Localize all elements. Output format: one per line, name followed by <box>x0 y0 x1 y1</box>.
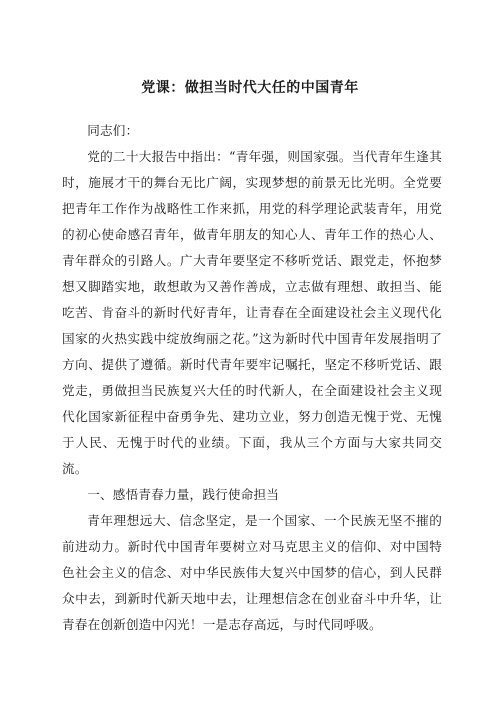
body-paragraph: 党的二十大报告中指出：“青年强，则国家强。当代青年生逢其时，施展才干的舞台无比广阔，实现梦想的前景无比光明。全党要把青年工作作为战略性工作来抓，用党的科学理论武装青年，用党的初心使命感召青年，做青年朋友的知心人、青年工作的热心人、青年群众的引路人。广大青年要坚定不移听党话、跟党走，怀抱梦想又脚踏实地，敢想敢为又善作善成，立志做有理想、敢担当、能吃苦、肯奋斗的新时代好青年，让青春在全面建设社会主义现代化国家的火热实践中绽放绚丽之花。”这为新时代中国青年发展指明了方向、提供了遵循。新时代青年要牢记嘱托，坚定不移听党话、跟党走，勇做担当民族复兴大任的时代新人，在全面建设社会主义现代化国家新征程中奋勇争先、建功立业，努力创造无愧于党、无愧于人民、无愧于时代的业绩。下面，我从三个方面与大家共同交流。 <box>62 149 442 476</box>
section-paragraph: 青年理想远大、信念坚定，是一个国家、一个民族无坚不摧的前进动力。新时代中国青年要树立对马克思主义的信仰、对中国特色社会主义的信念、对中华民族伟大复兴中国梦的信心，到人民群众中去，到新时代新天地中去，让理想信念在创业奋斗中升华，让青春在创新创造中闪光！一是志存高远，与时代同呼吸。 <box>62 513 442 632</box>
section-heading: 一、感悟青春力量，践行使命担当 <box>87 487 280 502</box>
document-title: 党课：做担当时代大任的中国青年 <box>141 80 359 96</box>
salutation: 同志们： <box>87 123 139 138</box>
document-body <box>62 118 442 638</box>
